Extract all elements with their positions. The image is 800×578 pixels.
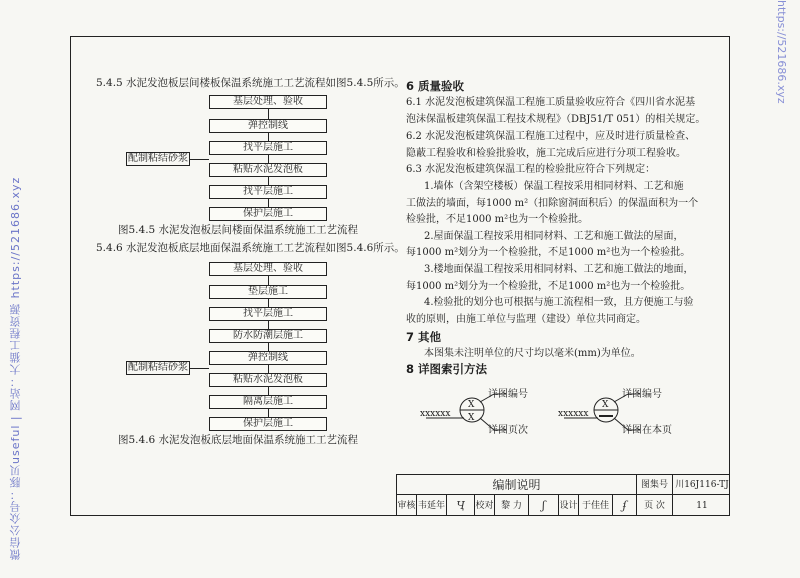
s545-caption: 图5.4.5 水泥发泡板层间楼面保温系统施工工艺流程 bbox=[118, 224, 359, 236]
item1-line1: 1.墙体（含架空楼板）保温工程按采用相同材料、工艺和施 bbox=[424, 181, 684, 192]
item3-line2: 每1000 m²划分为一个检验批，不足1000 m²也为一个检验批。 bbox=[406, 281, 691, 292]
flow-546-step-3: 找平层施工 bbox=[209, 307, 327, 321]
section-8-title: 8 详图索引方法 bbox=[406, 362, 488, 376]
section-6-title: 6 质量验收 bbox=[406, 79, 465, 93]
item3-line1: 3.楼地面保温工程按采用相同材料、工艺和施工做法的地面， bbox=[424, 264, 694, 275]
flow-545-side-connector bbox=[190, 159, 209, 160]
watermark-left: 微信公众号：豚贝useful | 网站：大猫工程资源 https://521686.xyz bbox=[9, 176, 22, 560]
flow-546-step-1: 基层处理、验收 bbox=[209, 262, 327, 276]
watermark-right: https://521686.xyz bbox=[775, 0, 788, 104]
title-block-row2 bbox=[396, 494, 730, 516]
p61-line1: 6.1 水泥发泡板建筑保温工程施工质量验收应符合《四川省水泥基 bbox=[406, 97, 696, 108]
detail1-code: xxxxxx bbox=[420, 409, 451, 419]
flow-546-step-2: 垫层施工 bbox=[209, 285, 327, 299]
flow-546-side-connector bbox=[190, 368, 209, 369]
item4-line2: 收的原则，由施工单位与监理（建设）单位共同商定。 bbox=[406, 314, 646, 325]
page-label: 页 次 bbox=[637, 495, 673, 516]
design-label: 设计 bbox=[559, 495, 579, 516]
p62-line1: 6.2 水泥发泡板建筑保温工程施工过程中，应及时进行质量检查、 bbox=[406, 131, 696, 142]
detail1-label-top: 详图编号 bbox=[488, 389, 528, 400]
item2-line1: 2.屋面保温工程按采用相同材料、工艺和施工做法的屋面， bbox=[424, 231, 684, 242]
title-block bbox=[396, 474, 730, 516]
reviewer-signature: Ҷ bbox=[447, 495, 475, 516]
s546-caption: 图5.4.6 水泥发泡板底层地面保温系统施工工艺流程 bbox=[118, 434, 359, 446]
s546-heading: 5.4.6 水泥发泡板底层地面保温系统施工工艺流程如图5.4.6所示。 bbox=[96, 242, 405, 254]
flow-545-step-5: 找平层施工 bbox=[209, 185, 327, 199]
p62-line2: 隐蔽工程验收和检验批验收，施工完成后应进行分项工程验收。 bbox=[406, 148, 686, 159]
flow-546-step-7: 隔离层施工 bbox=[209, 395, 327, 409]
checker-name: 黎 力 bbox=[495, 495, 529, 516]
flow-545-step-4: 粘贴水泥发泡板 bbox=[209, 163, 327, 177]
p7: 本图集未注明单位的尺寸均以毫米(mm)为单位。 bbox=[424, 348, 641, 359]
atlas-label: 图集号 bbox=[637, 475, 673, 494]
flow-545-side-box: 配制粘结砂浆 bbox=[128, 153, 188, 164]
p63: 6.3 水泥发泡板建筑保温工程的检验批应符合下列规定： bbox=[406, 164, 656, 175]
checker-signature: ʃ bbox=[529, 495, 559, 516]
designer-signature: ʄ bbox=[613, 495, 637, 516]
item1-line2: 工做法的墙面，每1000 m²（扣除窗洞面积后）的保温面积为一个 bbox=[406, 198, 699, 209]
section-7-title: 7 其他 bbox=[406, 330, 442, 344]
detail2-label-top: 详图编号 bbox=[622, 389, 662, 400]
s545-heading: 5.4.5 水泥发泡板层间楼板保温系统施工工艺流程如图5.4.5所示。 bbox=[96, 77, 405, 89]
svg-text:X: X bbox=[468, 413, 475, 423]
detail1-label-bottom: 详图页次 bbox=[488, 425, 528, 436]
review-label: 审核 bbox=[397, 495, 417, 516]
detail2-code: xxxxxx bbox=[558, 409, 589, 419]
flow-545-step-6: 保护层施工 bbox=[209, 207, 327, 221]
flow-545-step-3: 找平层施工 bbox=[209, 141, 327, 155]
flow-546-step-5: 弹控制线 bbox=[209, 351, 327, 365]
title-block-row1 bbox=[396, 474, 730, 494]
p61-line2: 泡沫保温板建筑保温工程技术规程》（DBJ51/T 051）的相关规定。 bbox=[406, 114, 706, 125]
svg-text:X: X bbox=[468, 400, 475, 410]
item1-line3: 检验批，不足1000 m²也为一个检验批。 bbox=[406, 214, 589, 225]
flow-545-step-2: 弹控制线 bbox=[209, 119, 327, 133]
flow-546-step-8: 保护层施工 bbox=[209, 417, 327, 431]
atlas-number: 川16J116-TJ bbox=[675, 480, 729, 490]
designer-name: 于佳佳 bbox=[579, 495, 613, 516]
svg-text:X: X bbox=[602, 400, 609, 410]
flow-546-step-6: 粘贴水泥发泡板 bbox=[209, 373, 327, 387]
page-number: 11 bbox=[696, 501, 708, 511]
item4-line1: 4.检验批的划分也可根据与施工流程相一致，且方便施工与验 bbox=[424, 297, 694, 308]
flow-545-step-1: 基层处理、验收 bbox=[209, 95, 327, 109]
detail2-label-bottom: 详图在本页 bbox=[622, 425, 672, 436]
item2-line2: 每1000 m²划分为一个检验批，不足1000 m²也为一个检验批。 bbox=[406, 247, 691, 258]
flow-546-step-4: 防水防潮层施工 bbox=[209, 329, 327, 343]
flow-546-side-box: 配制粘结砂浆 bbox=[128, 362, 188, 373]
drawing-title: 编制说明 bbox=[397, 475, 637, 494]
reviewer-name: 韦延年 bbox=[417, 495, 447, 516]
check-label: 校对 bbox=[475, 495, 495, 516]
